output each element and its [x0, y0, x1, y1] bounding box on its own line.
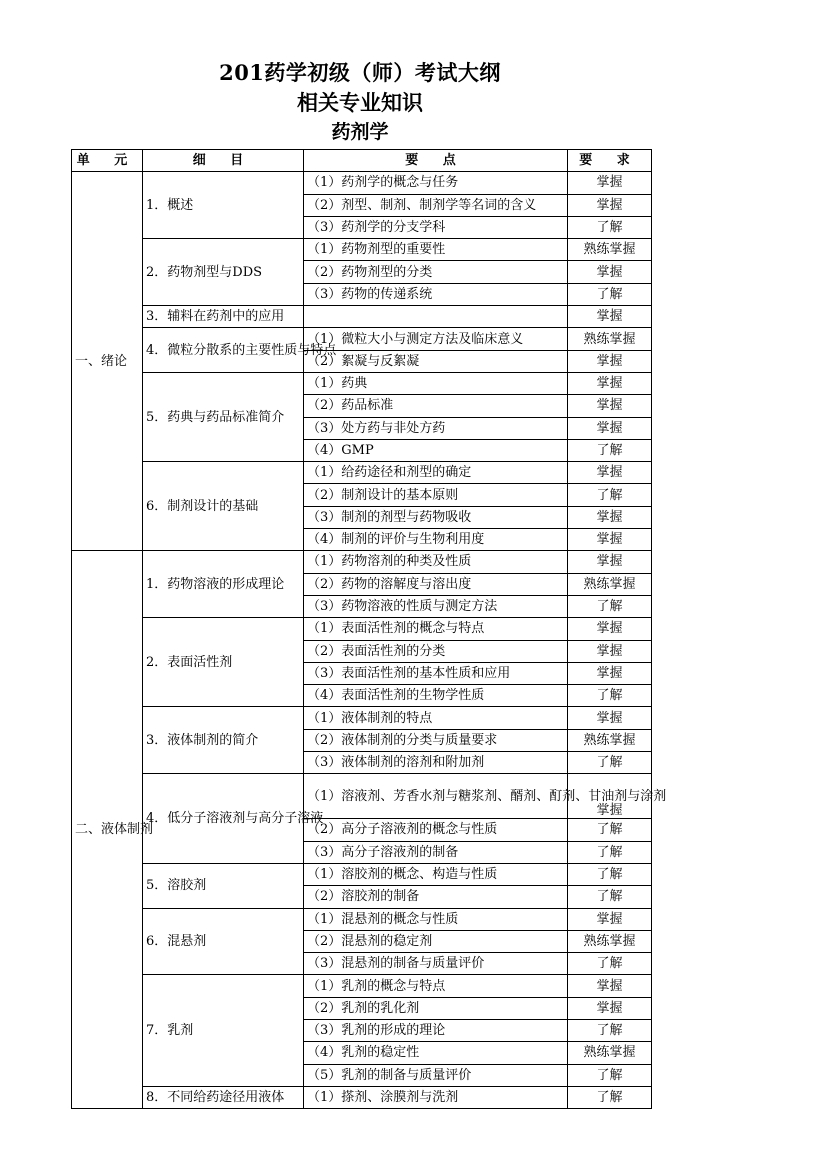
requirement-cell: 掌握 [568, 551, 652, 573]
point-cell: （4）表面活性剂的生物学性质 [304, 685, 568, 707]
requirement-cell: 掌握 [568, 506, 652, 528]
point-cell: （2）高分子溶液剂的概念与性质 [304, 819, 568, 841]
point-cell: （2）液体制剂的分类与质量要求 [304, 729, 568, 751]
point-cell: （3）药物溶液的性质与测定方法 [304, 595, 568, 617]
subject-cell: 1．药物溶液的形成理论 [143, 551, 304, 618]
point-cell [304, 306, 568, 328]
syllabus-table [71, 149, 667, 1109]
requirement-cell: 了解 [568, 283, 652, 305]
requirement-cell: 掌握 [568, 662, 652, 684]
point-cell: （3）液体制剂的溶剂和附加剂 [304, 752, 568, 774]
requirement-cell: 掌握 [568, 395, 652, 417]
requirement-cell: 了解 [568, 841, 652, 863]
point-cell: （3）制剂的剂型与药物吸收 [304, 506, 568, 528]
document-subtitle: 相关专业知识 [297, 90, 423, 115]
requirement-cell: 掌握 [568, 306, 652, 328]
requirement-cell: 了解 [568, 439, 652, 461]
subject-cell: 6．制剂设计的基础 [143, 462, 304, 551]
requirement-cell: 了解 [568, 886, 652, 908]
point-cell: （1）混悬剂的概念与性质 [304, 908, 568, 930]
requirement-cell: 掌握 [568, 997, 652, 1019]
table-row [72, 462, 652, 484]
requirement-cell: 了解 [568, 752, 652, 774]
requirement-cell: 了解 [568, 1019, 652, 1041]
requirement-cell: 熟练掌握 [568, 328, 652, 350]
requirement-cell: 掌握 [568, 640, 652, 662]
subject-cell: 7．乳剂 [143, 975, 304, 1086]
point-cell: （1）药剂学的概念与任务 [304, 172, 568, 194]
point-cell: （2）乳剂的乳化剂 [304, 997, 568, 1019]
table-row [72, 551, 652, 573]
requirement-cell: 了解 [568, 685, 652, 707]
point-cell: （1）给药途径和剂型的确定 [304, 462, 568, 484]
point-cell: （2）制剂设计的基本原则 [304, 484, 568, 506]
point-cell: （2）混悬剂的稳定剂 [304, 930, 568, 952]
point-cell: （3）处方药与非处方药 [304, 417, 568, 439]
point-cell: （1）微粒大小与测定方法及临床意义 [304, 328, 568, 350]
requirement-cell: 掌握 [568, 194, 652, 216]
requirement-cell: 掌握 [568, 350, 652, 372]
subject-cell: 3．液体制剂的简介 [143, 707, 304, 774]
point-cell: （3）药剂学的分支学科 [304, 216, 568, 238]
requirement-cell: 了解 [568, 1064, 652, 1086]
requirement-cell: 了解 [568, 216, 652, 238]
table-row [72, 1086, 652, 1108]
requirement-cell: 掌握 [568, 618, 652, 640]
point-cell: （2）剂型、制剂、制剂学等名词的含义 [304, 194, 568, 216]
requirement-cell: 掌握 [568, 975, 652, 997]
point-cell: （2）药品标准 [304, 395, 568, 417]
subject-cell: 1．概述 [143, 172, 304, 239]
requirement-cell: 熟练掌握 [568, 1042, 652, 1064]
table-row [72, 306, 652, 328]
header-subject: 细 目 [143, 150, 304, 172]
requirement-cell: 掌握 [568, 417, 652, 439]
point-cell: （2）絮凝与反絮凝 [304, 350, 568, 372]
subject-cell: 3．辅料在药剂中的应用 [143, 306, 304, 328]
point-cell: （3）表面活性剂的基本性质和应用 [304, 662, 568, 684]
point-cell: （2）溶胶剂的制备 [304, 886, 568, 908]
point-cell: （3）混悬剂的制备与质量评价 [304, 953, 568, 975]
table-row [72, 863, 652, 885]
header-unit: 单 元 [72, 150, 143, 172]
requirement-cell: 掌握 [568, 774, 652, 819]
point-cell: （2）表面活性剂的分类 [304, 640, 568, 662]
point-cell: （3）药物的传递系统 [304, 283, 568, 305]
requirement-cell: 了解 [568, 819, 652, 841]
subject-cell: 6．混悬剂 [143, 908, 304, 975]
subject-cell: 2．表面活性剂 [143, 618, 304, 707]
point-cell: （1）表面活性剂的概念与特点 [304, 618, 568, 640]
table-row [72, 239, 652, 261]
requirement-cell: 了解 [568, 484, 652, 506]
requirement-cell: 掌握 [568, 172, 652, 194]
point-cell: （1）药典 [304, 372, 568, 394]
subject-cell: 8．不同给药途径用液体 [143, 1086, 304, 1108]
table-row [72, 328, 652, 350]
subject-cell: 4．微粒分散系的主要性质与特点 [143, 328, 304, 373]
point-cell: （1）药物剂型的重要性 [304, 239, 568, 261]
requirement-cell: 掌握 [568, 529, 652, 551]
requirement-cell: 熟练掌握 [568, 573, 652, 595]
header-points: 要 点 [304, 150, 568, 172]
requirement-cell: 掌握 [568, 707, 652, 729]
point-cell: （2）药物剂型的分类 [304, 261, 568, 283]
table-row [72, 908, 652, 930]
requirement-cell: 掌握 [568, 908, 652, 930]
unit-cell: 二、液体制剂 [72, 551, 143, 1109]
requirement-cell: 掌握 [568, 462, 652, 484]
subject-cell: 5．溶胶剂 [143, 863, 304, 908]
point-cell: （1）药物溶剂的种类及性质 [304, 551, 568, 573]
table-row [72, 707, 652, 729]
requirement-cell: 熟练掌握 [568, 930, 652, 952]
table-row [72, 975, 652, 997]
requirement-cell: 了解 [568, 863, 652, 885]
table-row [72, 372, 652, 394]
requirement-cell: 熟练掌握 [568, 239, 652, 261]
requirement-cell: 了解 [568, 595, 652, 617]
requirement-cell: 了解 [568, 1086, 652, 1108]
point-cell: （4）乳剂的稳定性 [304, 1042, 568, 1064]
point-cell: （1）溶胶剂的概念、构造与性质 [304, 863, 568, 885]
table-row [72, 618, 652, 640]
document-header [70, 58, 650, 146]
subject-cell: 5．药典与药品标准简介 [143, 372, 304, 461]
table-row [72, 172, 652, 194]
requirement-cell: 掌握 [568, 261, 652, 283]
unit-cell: 一、绪论 [72, 172, 143, 551]
point-cell: （3）乳剂的形成的理论 [304, 1019, 568, 1041]
point-cell: （5）乳剂的制备与质量评价 [304, 1064, 568, 1086]
subject-cell: 2．药物剂型与DDS [143, 239, 304, 306]
point-cell: （1）液体制剂的特点 [304, 707, 568, 729]
point-cell: （1）溶液剂、芳香水剂与糖浆剂、醑剂、酊剂、甘油剂与涂剂 [304, 774, 568, 819]
table-row [72, 774, 652, 819]
point-cell: （4）GMP [304, 439, 568, 461]
header-requirement: 要 求 [568, 150, 652, 172]
point-cell: （4）制剂的评价与生物利用度 [304, 529, 568, 551]
point-cell: （1）乳剂的概念与特点 [304, 975, 568, 997]
subject-cell: 4．低分子溶液剂与高分子溶液 [143, 774, 304, 864]
document-title: 201药学初级（师）考试大纲 [219, 60, 501, 85]
requirement-cell: 掌握 [568, 372, 652, 394]
section-title: 药剂学 [331, 121, 389, 143]
point-cell: （2）药物的溶解度与溶出度 [304, 573, 568, 595]
requirement-cell: 了解 [568, 953, 652, 975]
point-cell: （3）高分子溶液剂的制备 [304, 841, 568, 863]
table-body [72, 172, 667, 1109]
requirement-cell: 熟练掌握 [568, 729, 652, 751]
point-cell: （1）搽剂、涂膜剂与洗剂 [304, 1086, 568, 1108]
table-header-row [72, 150, 652, 172]
